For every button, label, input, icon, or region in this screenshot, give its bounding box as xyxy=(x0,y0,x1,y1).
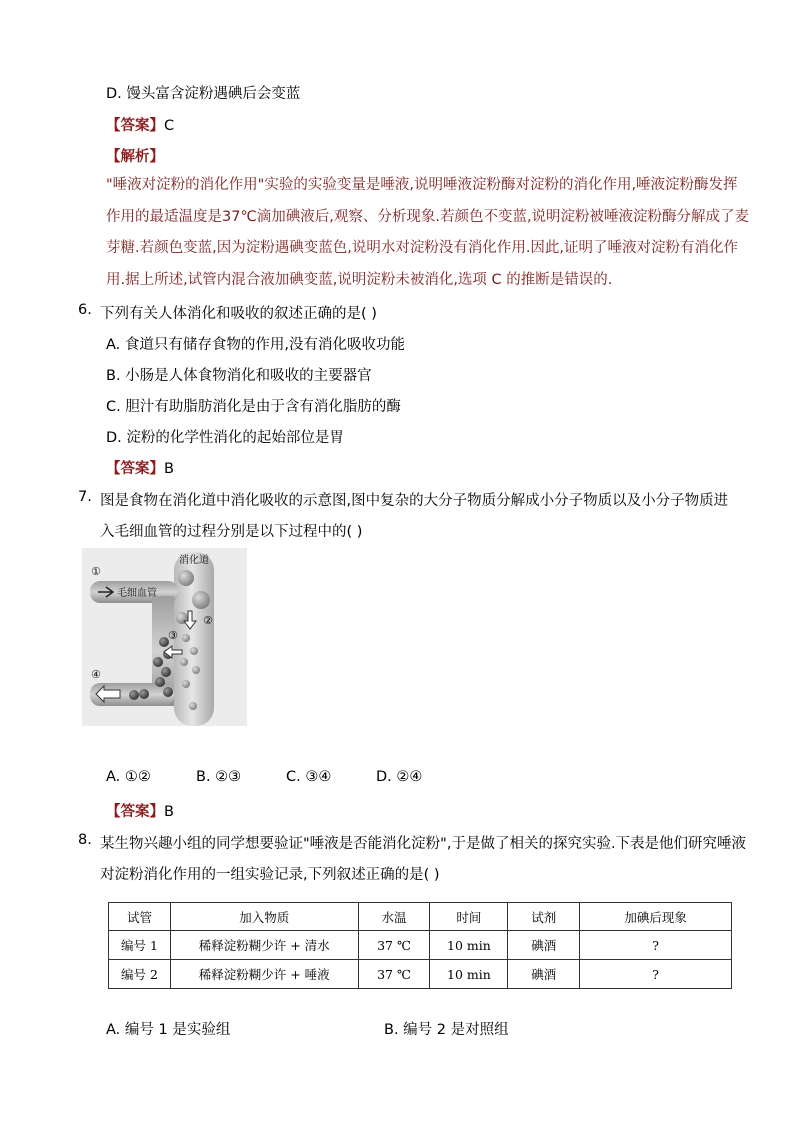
analysis-line: 作用的最适温度是37℃滴加碘液后,观察、分析现象.若颜色不变蓝,说明淀粉被唾液淀粉酶分解成了麦 xyxy=(106,208,750,225)
table-header-cell: 试管 xyxy=(109,903,171,931)
q5-analysis-label: 【解析】 xyxy=(106,149,164,165)
table-cell: 10 min xyxy=(430,960,508,989)
absorbed-molecule xyxy=(163,687,173,697)
absorbed-molecule xyxy=(161,667,171,677)
q8-stem-line-2: 对淀粉消化作用的一组实验记录,下列叙述正确的是( ) xyxy=(100,867,440,883)
q5-answer xyxy=(106,114,174,135)
table-header-cell: 时间 xyxy=(430,903,508,931)
table-cell: 编号 1 xyxy=(109,931,171,960)
figure-label-digestive-tract: 消化道 xyxy=(179,555,209,566)
q6-option-d: D. 淀粉的化学性消化的起始部位是胃 xyxy=(106,430,344,446)
absorbed-molecule xyxy=(139,689,149,699)
q5-option-d: D. 馒头富含淀粉遇碘后会变蓝 xyxy=(106,86,301,102)
table-cell: 37 ℃ xyxy=(358,960,430,989)
figure-label-capillary: 毛细血管 xyxy=(117,588,157,599)
small-molecule xyxy=(189,702,197,710)
table-cell: 37 ℃ xyxy=(358,931,430,960)
q6-option-b: B. 小肠是人体食物消化和吸收的主要器官 xyxy=(106,368,372,384)
digestion-diagram xyxy=(82,548,247,726)
q6-number: 6. xyxy=(78,302,92,318)
q7-option-d: D. ②④ xyxy=(376,769,423,785)
answer-label: 【答案】 xyxy=(106,118,164,134)
table-cell: ? xyxy=(580,931,732,960)
table-cell: 碘酒 xyxy=(508,960,580,989)
table-header-cell: 水温 xyxy=(358,903,430,931)
figure-mark-2: ② xyxy=(203,614,213,627)
table-cell: 编号 2 xyxy=(109,960,171,989)
figure-mark-4: ④ xyxy=(91,668,101,681)
table-cell: 10 min xyxy=(430,931,508,960)
table-row xyxy=(109,931,732,960)
table-header-row xyxy=(109,903,732,931)
q6-stem: 下列有关人体消化和吸收的叙述正确的是( ) xyxy=(100,306,377,322)
table-header-cell: 试剂 xyxy=(508,903,580,931)
q7-option-b: B. ②③ xyxy=(196,769,242,785)
answer-value: B xyxy=(164,804,174,820)
q5-analysis-text xyxy=(106,170,750,296)
absorbed-molecule xyxy=(153,657,163,667)
q7-answer xyxy=(106,800,174,821)
q7-stem-line-1: 图是食物在消化道中消化吸收的示意图,图中复杂的大分子物质分解成小分子物质以及小分子物质进 xyxy=(100,493,729,509)
table-cell: 碘酒 xyxy=(508,931,580,960)
table-header-cell: 加入物质 xyxy=(170,903,358,931)
figure-mark-3: ③ xyxy=(168,629,178,642)
experiment-record-table xyxy=(108,902,732,989)
table-header-cell: 加碘后现象 xyxy=(580,903,732,931)
large-molecule xyxy=(192,591,210,609)
analysis-line: "唾液对淀粉的消化作用"实验的实验变量是唾液,说明唾液淀粉酶对淀粉的消化作用,唾液淀粉酶发挥 xyxy=(106,177,738,193)
answer-label: 【答案】 xyxy=(106,804,164,820)
digestion-absorption-figure xyxy=(82,548,247,726)
small-molecule xyxy=(180,658,188,666)
analysis-line: 芽糖.若颜色变蓝,因为淀粉遇碘变蓝色,说明水对淀粉没有消化作用.因此,证明了唾液对淀粉有消化作 xyxy=(106,240,739,256)
q8-number: 8. xyxy=(78,832,92,848)
figure-mark-1: ① xyxy=(91,565,101,578)
q8-stem-line-1: 某生物兴趣小组的同学想要验证"唾液是否能消化淀粉",于是做了相关的探究实验.下表是他们研究唾液 xyxy=(100,836,747,852)
answer-value: C xyxy=(164,118,175,134)
q8-option-b: B. 编号 2 是对照组 xyxy=(384,1022,509,1038)
answer-label: 【答案】 xyxy=(106,461,164,477)
absorbed-molecule xyxy=(129,690,139,700)
absorbed-molecule xyxy=(155,677,165,687)
q7-option-c: C. ③④ xyxy=(286,769,332,785)
small-molecule xyxy=(190,647,198,655)
table-cell: 稀释淀粉糊少许 + 唾液 xyxy=(170,960,358,989)
q8-option-a: A. 编号 1 是实验组 xyxy=(106,1022,231,1038)
q6-option-c: C. 胆汁有助脂肪消化是由于含有消化脂肪的酶 xyxy=(106,399,401,415)
table-cell: 稀释淀粉糊少许 + 清水 xyxy=(170,931,358,960)
small-molecule xyxy=(192,666,200,674)
q7-number: 7. xyxy=(78,489,92,505)
table-row xyxy=(109,960,732,989)
q7-option-a: A. ①② xyxy=(106,769,151,785)
small-molecule xyxy=(182,634,190,642)
large-molecule xyxy=(178,570,194,586)
small-molecule xyxy=(182,680,190,688)
q6-option-a: A. 食道只有储存食物的作用,没有消化吸收功能 xyxy=(106,337,405,353)
analysis-line: 用.据上所述,试管内混合液加碘变蓝,说明淀粉未被消化,选项 C 的推断是错误的. xyxy=(106,271,613,288)
q7-stem-line-2: 入毛细血管的过程分别是以下过程中的( ) xyxy=(100,524,363,540)
q6-answer xyxy=(106,457,174,478)
table-cell: ? xyxy=(580,960,732,989)
answer-value: B xyxy=(164,461,174,477)
